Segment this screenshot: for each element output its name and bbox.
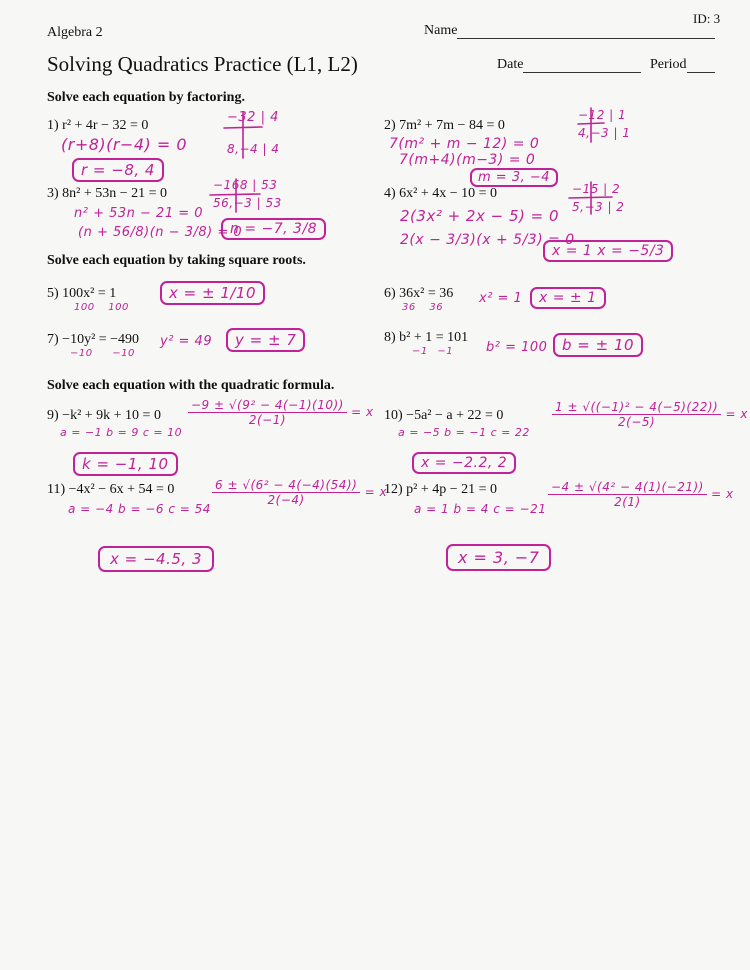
formula-equals-x: = x bbox=[364, 485, 388, 499]
work-line: 2(3x² + 2x − 5) = 0 bbox=[400, 207, 560, 225]
problem-label: 10) bbox=[384, 408, 403, 423]
answer-box: r = −8, 4 bbox=[72, 158, 164, 182]
problem-label: 8) bbox=[384, 330, 396, 345]
problem-equation: 6x² + 4x − 10 = 0 bbox=[399, 186, 498, 201]
problem-equation: −4x² − 6x + 54 = 0 bbox=[68, 482, 175, 497]
period-label: Period bbox=[650, 57, 687, 72]
problem-label: 2) bbox=[384, 118, 396, 133]
problem-equation: −10y² = −490 bbox=[62, 332, 140, 347]
work-line: −1 −1 bbox=[412, 346, 454, 357]
work-line: 7(m+4)(m−3) = 0 bbox=[399, 152, 536, 168]
answer-box: b = ± 10 bbox=[553, 333, 643, 357]
coefficients: a = −5 b = −1 c = 22 bbox=[398, 426, 530, 439]
problem-label: 11) bbox=[47, 482, 66, 497]
section-factoring: Solve each equation by factoring. bbox=[47, 90, 245, 105]
work-line: −10 −10 bbox=[70, 348, 135, 359]
problem-equation: 36x² = 36 bbox=[399, 286, 454, 301]
section-quadratic-formula: Solve each equation with the quadratic formula. bbox=[47, 378, 335, 393]
formula-denominator: 2(−5) bbox=[618, 415, 656, 429]
work-line: 100 100 bbox=[74, 302, 129, 313]
work-line: 2(x − 3/3)(x + 5/3) = 0 bbox=[400, 232, 575, 248]
coefficients: a = 1 b = 4 c = −21 bbox=[414, 502, 547, 516]
answer-box: y = ± 7 bbox=[226, 328, 305, 352]
formula-denominator: 2(−1) bbox=[248, 413, 287, 427]
problem-equation: p² + 4p − 21 = 0 bbox=[406, 482, 498, 497]
answer-box: x = −4.5, 3 bbox=[98, 546, 214, 572]
factor-table-top: −32 | 4 bbox=[227, 110, 279, 125]
problem-equation: −k² + 9k + 10 = 0 bbox=[62, 408, 161, 423]
course-name: Algebra 2 bbox=[47, 25, 103, 40]
work-line: 7(m² + m − 12) = 0 bbox=[389, 136, 540, 152]
page-title: Solving Quadratics Practice (L1, L2) bbox=[47, 52, 358, 76]
work-line: n² + 53n − 21 = 0 bbox=[74, 206, 204, 221]
problem-equation: −5a² − a + 22 = 0 bbox=[406, 408, 504, 423]
factor-table-line bbox=[210, 194, 260, 195]
factor-table-top: −12 | 1 bbox=[578, 108, 627, 122]
factor-table-top: −15 | 2 bbox=[572, 182, 621, 196]
name-label: Name bbox=[424, 23, 458, 38]
formula-equals-x: = x bbox=[725, 407, 749, 421]
section-square-roots: Solve each equation by taking square roots. bbox=[47, 253, 306, 268]
formula-numerator: −4 ± √(4² − 4(1)(−21)) bbox=[548, 480, 707, 495]
problem-label: 7) bbox=[47, 332, 59, 347]
formula-numerator: 1 ± √((−1)² − 4(−5)(22)) bbox=[552, 400, 721, 415]
work-line: (n + 56/8)(n − 3/8) = 0 bbox=[78, 225, 243, 240]
coefficients: a = −4 b = −6 c = 54 bbox=[68, 502, 211, 516]
problem-label: 12) bbox=[384, 482, 403, 497]
problem-equation: r² + 4r − 32 = 0 bbox=[62, 118, 149, 133]
problem-label: 1) bbox=[47, 118, 59, 133]
problem-equation: b² + 1 = 101 bbox=[399, 330, 469, 345]
factor-table-bottom: 4,−3 | 1 bbox=[578, 126, 631, 140]
date-label: Date bbox=[497, 57, 524, 72]
work-line: b² = 100 bbox=[486, 340, 548, 355]
answer-box: x = −2.2, 2 bbox=[412, 452, 516, 474]
formula-equals-x: = x bbox=[351, 405, 374, 419]
formula-numerator: −9 ± √(9² − 4(−1)(10)) bbox=[188, 398, 347, 413]
work-line: y² = 49 bbox=[160, 334, 213, 349]
answer-box: k = −1, 10 bbox=[73, 452, 178, 476]
worksheet-id: ID: 3 bbox=[693, 11, 721, 26]
formula-numerator: 6 ± √(6² − 4(−4)(54)) bbox=[212, 478, 360, 493]
problem-equation: 100x² = 1 bbox=[62, 286, 117, 301]
problem-label: 6) bbox=[384, 286, 396, 301]
coefficients: a = −1 b = 9 c = 10 bbox=[60, 426, 183, 439]
problem-label: 5) bbox=[47, 286, 59, 301]
answer-box: x = 1 x = −5/3 bbox=[543, 240, 673, 262]
answer-box: m = 3, −4 bbox=[470, 168, 558, 187]
answer-box: x = ± 1/10 bbox=[160, 281, 265, 305]
factor-table-bottom: 5,−3 | 2 bbox=[572, 200, 625, 214]
answer-box: x = ± 1 bbox=[530, 287, 606, 309]
factor-table-bottom: 56,−3 | 53 bbox=[213, 196, 282, 210]
formula-equals-x: = x bbox=[711, 487, 734, 501]
work-line: 36 36 bbox=[402, 302, 444, 313]
problem-equation: 8n² + 53n − 21 = 0 bbox=[62, 186, 168, 201]
problem-label: 3) bbox=[47, 186, 59, 201]
factor-table-bottom: 8,−4 | 4 bbox=[227, 142, 280, 156]
formula-denominator: 2(−4) bbox=[267, 493, 305, 507]
work-line: x² = 1 bbox=[479, 291, 523, 306]
problem-label: 4) bbox=[384, 186, 396, 201]
factor-table-top: −168 | 53 bbox=[213, 178, 278, 192]
work-line: (r+8)(r−4) = 0 bbox=[61, 135, 188, 154]
formula-denominator: 2(1) bbox=[614, 495, 641, 509]
answer-box: n = −7, 3/8 bbox=[221, 218, 326, 240]
problem-equation: 7m² + 7m − 84 = 0 bbox=[399, 118, 505, 133]
problem-label: 9) bbox=[47, 408, 59, 423]
answer-box: x = 3, −7 bbox=[446, 544, 551, 571]
